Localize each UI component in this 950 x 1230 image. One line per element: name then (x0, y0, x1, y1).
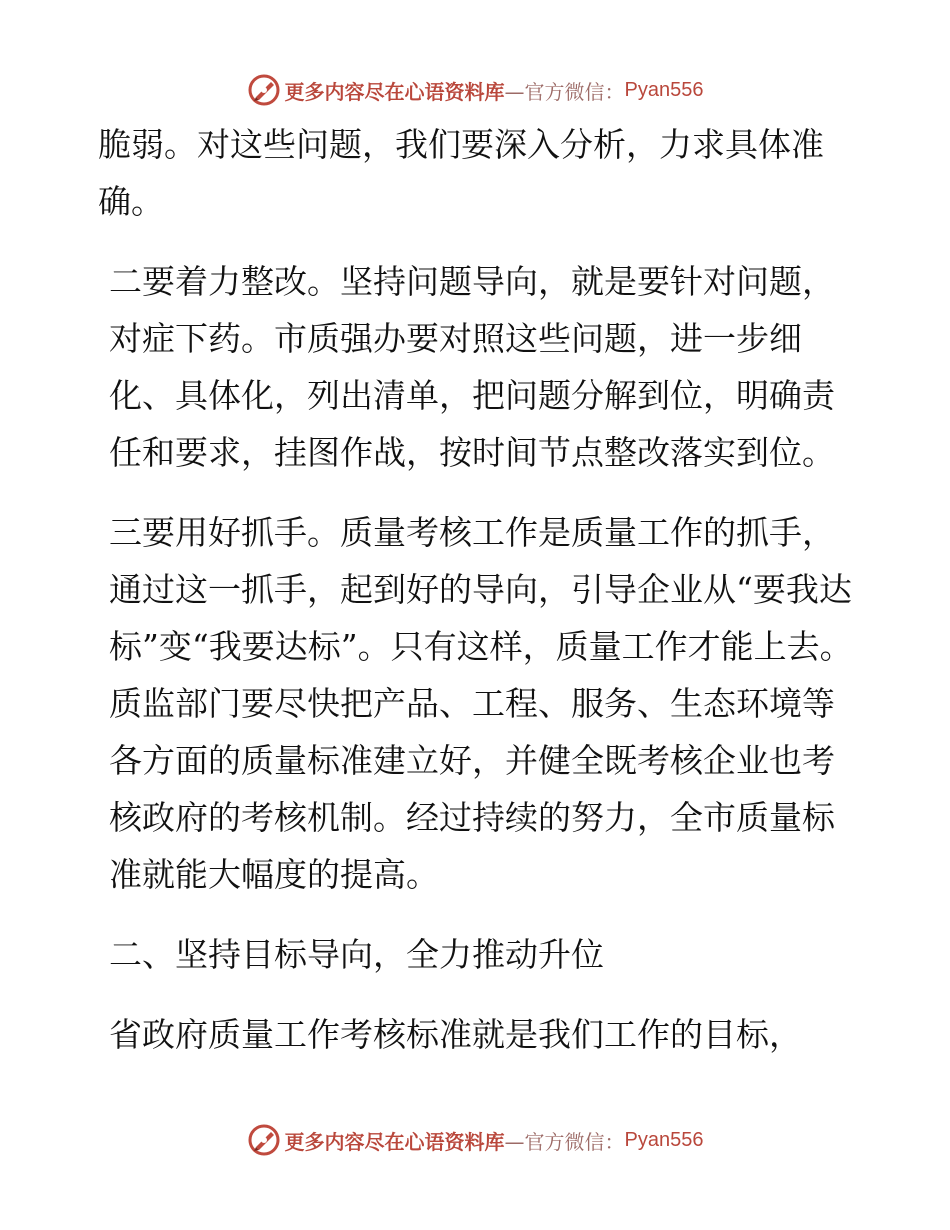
paragraph-3: 三要用好抓手。质量考核工作是质量工作的抓手，通过这一抓手，起到好的导向，引导企业从“要我达标”变“我要达标”。只有这样，质量工作才能上去。质监部门要尽快把产品、工程、服务、生态环境等各方面的质量标准建立好，并健全既考核企业也考核政府的考核机制。经过持续的努力，全市质量标准就能大幅度的提高。 (109, 513, 853, 894)
paragraph-1: 脆弱。对这些问题，我们要深入分析，力求具体准确。 (98, 125, 824, 221)
brush-pen-logo-icon (247, 73, 281, 107)
watermark-separator-text: —官方微信： (504, 1129, 625, 1154)
section-heading: 二、坚持目标导向，全力推动升位 (109, 935, 604, 974)
document-body (98, 116, 858, 1063)
watermark-main-text: 更多内容尽在心语资料库 (284, 79, 505, 104)
paragraph-2: 二要着力整改。坚持问题导向，就是要针对问题，对症下药。市质强办要对照这些问题，进一步细化、具体化，列出清单，把问题分解到位，明确责任和要求，挂图作战，按时间节点整改落实到位。 (109, 262, 835, 472)
watermark-account-text: Pyan556 (624, 1128, 704, 1151)
watermark-header (0, 72, 950, 108)
watermark-footer (0, 1122, 950, 1158)
watermark-account-text: Pyan556 (624, 78, 704, 101)
paragraph-5: 省政府质量工作考核标准就是我们工作的目标， (109, 1015, 802, 1054)
watermark-main-text: 更多内容尽在心语资料库 (284, 1129, 505, 1154)
brush-pen-logo-icon (247, 1123, 281, 1157)
watermark-separator-text: —官方微信： (504, 79, 625, 104)
